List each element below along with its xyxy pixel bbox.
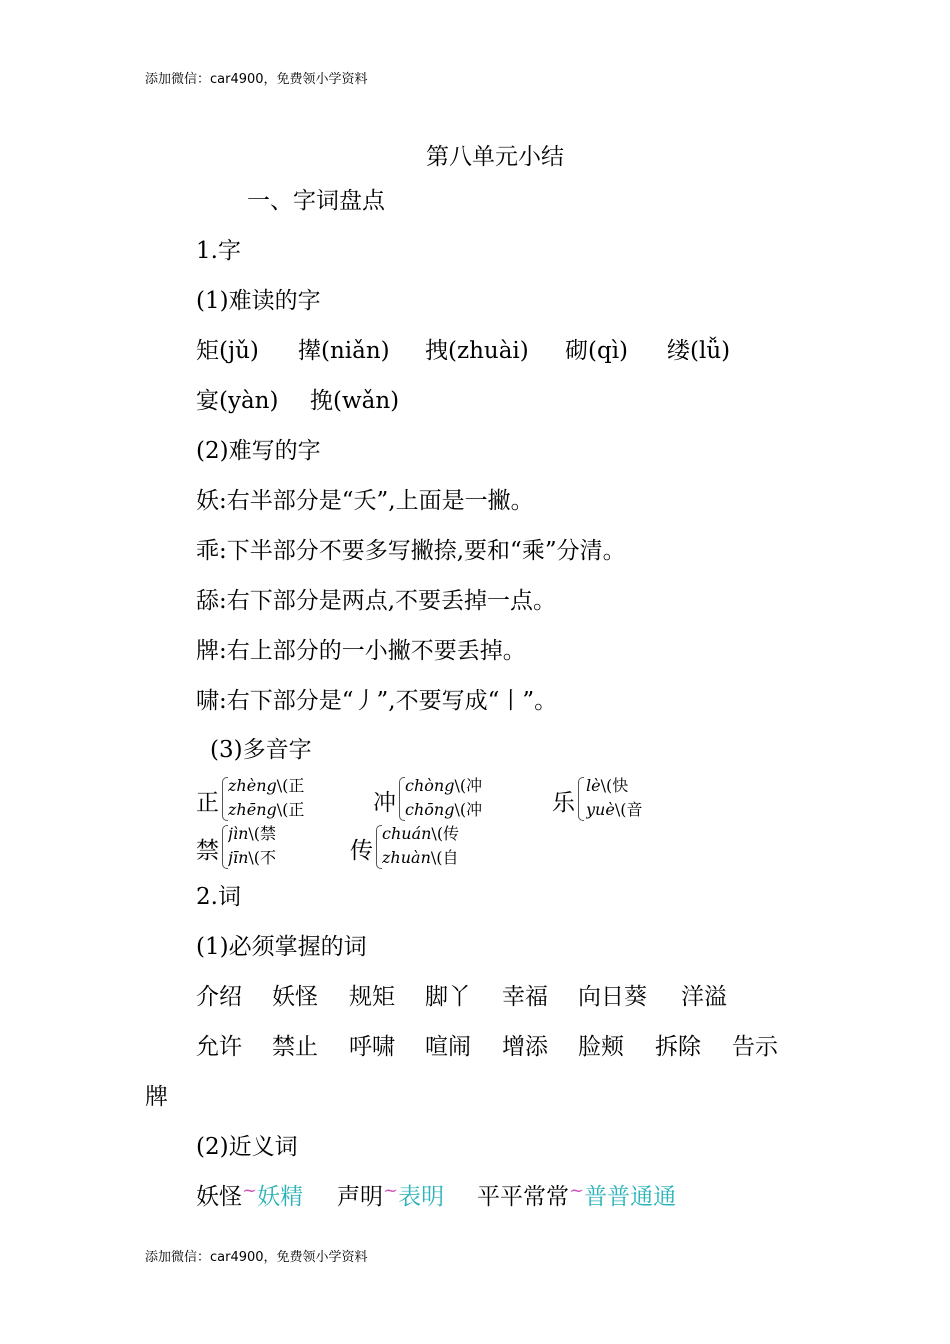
subheading-characters: 1.字 <box>196 238 241 264</box>
subheading-words: 2.词 <box>196 884 241 910</box>
polyphone-char: 冲 <box>373 790 396 816</box>
hard-read-item: 挽(wǎn) <box>310 388 400 414</box>
polyphone-block <box>350 822 520 872</box>
vocab-word: 禁止 <box>272 1034 318 1060</box>
hard-read-item: 宴(yàn) <box>196 388 279 414</box>
reading-word: \(禁 <box>248 824 277 843</box>
polyphone-block <box>196 822 346 872</box>
reading-word: \(传 <box>431 824 460 843</box>
hard-write-item: 妖:右半部分是“夭”,上面是一撇。 <box>196 488 534 514</box>
subheading-polyphones: (3)多音字 <box>210 737 312 763</box>
hard-read-item: 矩(jǔ) <box>196 338 259 364</box>
hard-write-item: 舔:右下部分是两点,不要丢掉一点。 <box>196 588 557 614</box>
synonym-pair <box>337 1182 444 1214</box>
pinyin-reading: chuán <box>382 824 432 843</box>
pinyin-reading: zhuàn <box>382 848 431 867</box>
page-footer: 添加微信：car4900，免费领小学资料 <box>145 1250 368 1265</box>
hard-write-item: 乖:下半部分不要多写撇捺,要和“乘”分清。 <box>196 538 626 564</box>
vocab-word-tail: 牌 <box>145 1084 168 1110</box>
reading-word: \(冲 <box>454 776 483 795</box>
pinyin-reading: chōng <box>405 800 455 819</box>
synonym-answer: 普普通通 <box>584 1184 677 1210</box>
vocab-word: 告示 <box>732 1034 778 1060</box>
synonym-word: 平平常常 <box>477 1184 569 1210</box>
vocab-word: 拆除 <box>655 1034 701 1060</box>
pinyin-reading: zhèng <box>228 776 277 795</box>
vocab-word: 向日葵 <box>578 984 647 1010</box>
synonym-pair <box>477 1182 676 1214</box>
pinyin-reading: yuè <box>586 800 615 819</box>
hard-read-item: 砌(qì) <box>565 338 629 364</box>
section-heading: 一、字词盘点 <box>247 188 385 214</box>
vocab-word: 增添 <box>502 1034 548 1060</box>
hard-read-item: 撵(niǎn) <box>298 338 390 364</box>
reading-word: \(音 <box>614 800 643 819</box>
tilde-mark: ~ <box>569 1180 585 1201</box>
polyphone-block <box>196 774 356 824</box>
page-header: 添加微信：car4900，免费领小学资料 <box>145 72 368 87</box>
hard-write-item: 牌:右上部分的一小撇不要丢掉。 <box>196 638 526 664</box>
subheading-must-know: (1)必须掌握的词 <box>196 934 367 960</box>
hard-read-item: 缕(lǚ) <box>667 338 731 364</box>
pinyin-reading: jīn <box>228 848 249 867</box>
polyphone-block <box>552 774 692 824</box>
synonym-answer: 妖精 <box>257 1184 304 1210</box>
reading-word: \(正 <box>276 776 305 795</box>
hard-write-item: 啸:右下部分是“丿”,不要写成“丨”。 <box>196 688 558 714</box>
page-title: 第八单元小结 <box>426 144 564 170</box>
tilde-mark: ~ <box>242 1180 258 1201</box>
vocab-word: 喧闹 <box>425 1034 471 1060</box>
vocab-word: 呼啸 <box>349 1034 395 1060</box>
vocab-word: 脸颊 <box>578 1034 624 1060</box>
reading-word: \(自 <box>430 848 459 867</box>
polyphone-char: 禁 <box>196 838 219 864</box>
pinyin-reading: zhēng <box>228 800 277 819</box>
pinyin-reading: jìn <box>228 824 249 843</box>
synonym-word: 声明 <box>337 1184 383 1210</box>
polyphone-char: 乐 <box>552 790 575 816</box>
reading-word: \(正 <box>276 800 305 819</box>
hard-read-item: 拽(zhuài) <box>425 338 529 364</box>
vocab-word: 规矩 <box>349 984 395 1010</box>
polyphone-char: 传 <box>350 838 373 864</box>
subheading-hard-to-write: (2)难写的字 <box>196 438 321 464</box>
synonym-word: 妖怪 <box>196 1184 242 1210</box>
brace-icon <box>578 777 584 821</box>
vocab-word: 洋溢 <box>681 984 727 1010</box>
polyphone-block <box>373 774 533 824</box>
reading-word: \(冲 <box>454 800 483 819</box>
vocab-word: 幸福 <box>502 984 548 1010</box>
reading-word: \(不 <box>248 848 277 867</box>
pinyin-reading: chòng <box>405 776 455 795</box>
vocab-word: 介绍 <box>196 984 242 1010</box>
vocab-word: 脚丫 <box>425 984 471 1010</box>
subheading-synonyms: (2)近义词 <box>196 1134 298 1160</box>
vocab-word: 允许 <box>196 1034 242 1060</box>
reading-word: \(快 <box>600 776 629 795</box>
vocab-word: 妖怪 <box>272 984 318 1010</box>
pinyin-reading: lè <box>586 776 601 795</box>
synonym-pair <box>196 1182 303 1214</box>
polyphone-char: 正 <box>196 790 219 816</box>
synonym-answer: 表明 <box>398 1184 445 1210</box>
subheading-hard-to-read: (1)难读的字 <box>196 288 321 314</box>
tilde-mark: ~ <box>383 1180 399 1201</box>
